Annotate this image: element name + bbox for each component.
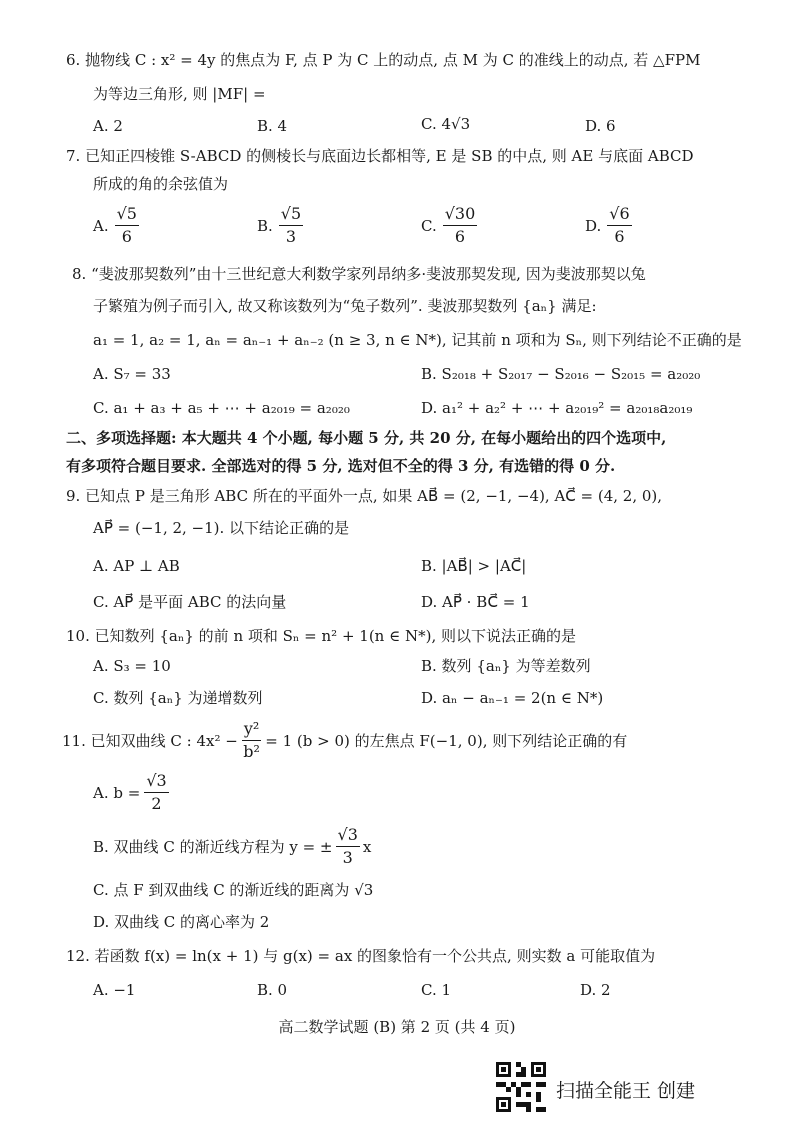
q7-option-b <box>257 203 303 248</box>
q11-option-d: D. 双曲线 C 的离心率为 2 <box>93 913 270 931</box>
q11-stem-fraction <box>242 718 261 763</box>
q11-option-b-pre: B. 双曲线 C 的渐近线方程为 y = ± <box>93 838 333 856</box>
q7-option-c-fraction <box>443 203 478 248</box>
q7-stem-line2: 所成的角的余弦值为 <box>93 175 229 193</box>
fraction-numerator: √3 <box>144 770 168 793</box>
q9-stem-line1: 9. 已知点 P 是三角形 ABC 所在的平面外一点, 如果 AB⃗ = (2, −1, −4), AC⃗ = (4, 2, 0), <box>66 487 663 505</box>
q9-option-a: A. AP ⊥ AB <box>93 557 180 575</box>
fraction-denominator: 2 <box>151 794 162 813</box>
q11-stem-pre: 11. 已知双曲线 C : 4x² − <box>62 732 238 750</box>
q6-option-d: D. 6 <box>585 117 616 135</box>
q11-stem <box>62 718 627 763</box>
section-2-heading: 二、多项选择题: 本大题共 4 个小题, 每小题 5 分, 共 20 分, 在每小题给出的四个选项中, <box>66 429 667 447</box>
q12-option-c: C. 1 <box>421 981 452 999</box>
q9-option-b: B. |AB⃗| > |AC⃗| <box>421 557 527 575</box>
q10-stem: 10. 已知数列 {aₙ} 的前 n 项和 Sₙ = n² + 1(n ∈ N*), 则以下说法正确的是 <box>66 627 577 645</box>
q6-stem-line2: 为等边三角形, 则 |MF| = <box>93 85 266 103</box>
q11-option-b <box>93 824 371 869</box>
q9-stem-line2: AP⃗ = (−1, 2, −1). 以下结论正确的是 <box>93 519 350 537</box>
q8-stem-line3: a₁ = 1, a₂ = 1, aₙ = aₙ₋₁ + aₙ₋₂ (n ≥ 3, n ∈ N*), 记其前 n 项和为 Sₙ, 则下列结论不正确的是 <box>93 331 742 349</box>
q7-option-a-fraction <box>115 203 139 248</box>
fraction-denominator: b² <box>243 742 260 761</box>
q10-option-b: B. 数列 {aₙ} 为等差数列 <box>421 657 591 675</box>
fraction-numerator: √5 <box>115 203 139 226</box>
fraction-numerator: √5 <box>279 203 303 226</box>
q8-stem-line1: 8. “斐波那契数列”由十三世纪意大利数学家列昂纳多·斐波那契发现, 因为斐波那契以兔 <box>72 265 646 283</box>
q11-stem-post: = 1 (b > 0) 的左焦点 F(−1, 0), 则下列结论正确的有 <box>265 732 628 750</box>
qr-code-icon <box>496 1062 546 1112</box>
q8-option-c: C. a₁ + a₃ + a₅ + ⋯ + a₂₀₁₉ = a₂₀₂₀ <box>93 399 350 417</box>
q11-option-b-fraction <box>336 824 360 869</box>
q8-stem-line2: 子繁殖为例子而引入, 故又称该数列为“兔子数列”. 斐波那契数列 {aₙ} 满足: <box>93 297 597 315</box>
fraction-denominator: 3 <box>342 848 353 867</box>
fraction-denominator: 6 <box>454 227 466 246</box>
q7-option-a <box>93 203 139 248</box>
q7-option-d-label: D. <box>585 216 602 235</box>
q6-option-b: B. 4 <box>257 117 288 135</box>
fraction-numerator: √6 <box>607 203 631 226</box>
q12-option-b: B. 0 <box>257 981 288 999</box>
q7-option-a-label: A. <box>93 216 109 235</box>
q11-option-a <box>93 770 169 815</box>
q7-option-c-label: C. <box>421 216 437 235</box>
fraction-numerator: √30 <box>443 203 478 226</box>
q7-option-d-fraction <box>607 203 631 248</box>
q12-option-a: A. −1 <box>93 981 136 999</box>
q7-stem-line1: 7. 已知正四棱锥 S-ABCD 的侧棱长与底面边长都相等, E 是 SB 的中点, 则 AE 与底面 ABCD <box>66 147 694 165</box>
page-footer: 高二数学试题 (B) 第 2 页 (共 4 页) <box>278 1018 516 1036</box>
fraction-denominator: 6 <box>614 227 625 246</box>
q9-option-c: C. AP⃗ 是平面 ABC 的法向量 <box>93 593 287 611</box>
fraction-numerator: y² <box>242 718 261 741</box>
scanner-watermark: 扫描全能王 创建 <box>556 1080 696 1102</box>
q12-option-d: D. 2 <box>580 981 611 999</box>
q6-stem-line1: 6. 抛物线 C : x² = 4y 的焦点为 F, 点 P 为 C 上的动点, 点 M 为 C 的准线上的动点, 若 △FPM <box>66 51 701 69</box>
fraction-denominator: 6 <box>121 227 132 246</box>
q11-option-c: C. 点 F 到双曲线 C 的渐近线的距离为 √3 <box>93 881 374 899</box>
q6-option-c: C. 4√3 <box>421 115 471 133</box>
q11-option-a-fraction <box>144 770 168 815</box>
q7-option-c <box>421 203 477 248</box>
q6-option-a: A. 2 <box>93 117 123 135</box>
fraction-numerator: √3 <box>336 824 360 847</box>
q9-option-d: D. AP⃗ · BC⃗ = 1 <box>421 593 530 611</box>
q8-option-a: A. S₇ = 33 <box>93 365 171 383</box>
q7-option-d <box>585 203 632 248</box>
q7-option-b-fraction <box>279 203 303 248</box>
q10-option-c: C. 数列 {aₙ} 为递增数列 <box>93 689 263 707</box>
q7-option-b-label: B. <box>257 216 273 235</box>
q10-option-d: D. aₙ − aₙ₋₁ = 2(n ∈ N*) <box>421 689 604 707</box>
q10-option-a: A. S₃ = 10 <box>93 657 171 675</box>
q12-stem: 12. 若函数 f(x) = ln(x + 1) 与 g(x) = ax 的图象恰有一个公共点, 则实数 a 可能取值为 <box>66 947 656 965</box>
q8-option-b: B. S₂₀₁₈ + S₂₀₁₇ − S₂₀₁₆ − S₂₀₁₅ = a₂₀₂₀ <box>421 365 701 383</box>
q8-option-d: D. a₁² + a₂² + ⋯ + a₂₀₁₉² = a₂₀₁₈a₂₀₁₉ <box>421 399 693 417</box>
q11-option-a-pre: A. b = <box>93 783 141 802</box>
section-2-instructions: 有多项符合题目要求. 全部选对的得 5 分, 选对但不全的得 3 分, 有选错的得 0 分. <box>66 457 616 475</box>
fraction-denominator: 3 <box>285 227 297 246</box>
q11-option-b-post: x <box>362 837 372 856</box>
